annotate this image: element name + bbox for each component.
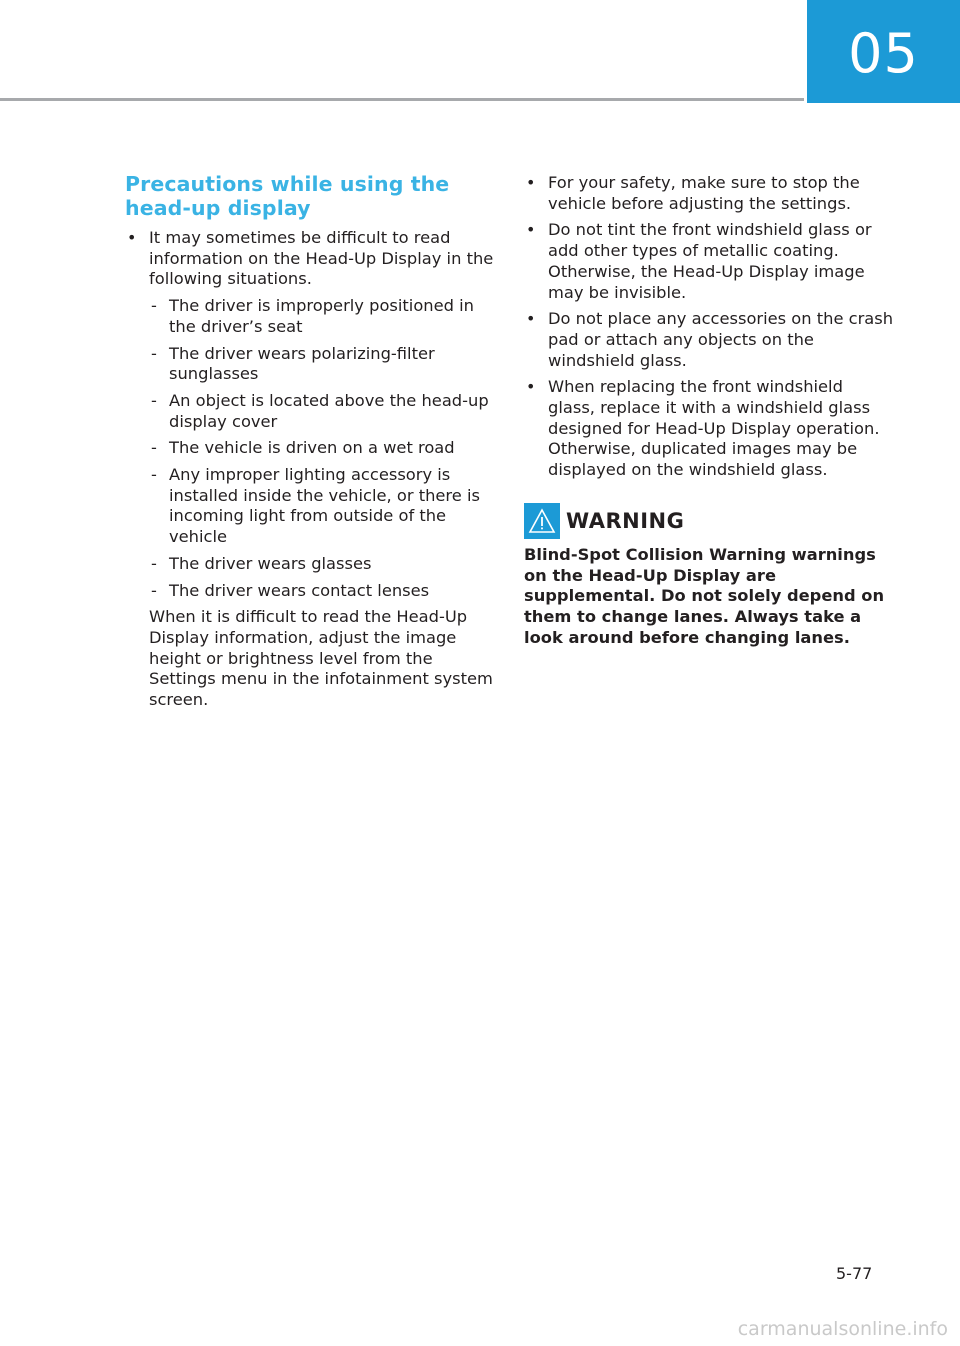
situation-list bbox=[149, 296, 495, 601]
situation-text: The vehicle is driven on a wet road bbox=[169, 438, 455, 458]
page-number: 5-77 bbox=[836, 1264, 873, 1283]
bullet-list bbox=[125, 228, 495, 711]
list-item bbox=[524, 220, 894, 303]
list-item bbox=[524, 309, 894, 371]
situation-text: The driver wears contact lenses bbox=[169, 580, 430, 600]
list-item bbox=[149, 465, 495, 548]
warning-triangle-icon bbox=[524, 503, 560, 539]
header-rule bbox=[0, 98, 804, 101]
situation-text: Any improper lighting accessory is installed inside the vehicle, or there is incoming light from outside of the vehicle bbox=[169, 465, 480, 547]
situation-text: The driver is improperly positioned in the driver’s seat bbox=[169, 296, 474, 336]
list-item bbox=[149, 554, 495, 575]
dash-icon: - bbox=[151, 343, 157, 363]
bullet-icon: • bbox=[526, 173, 536, 192]
bullet-text: Do not tint the front windshield glass or add other types of metallic coating. Otherwise, the Head-Up Display image may be invisible. bbox=[548, 220, 872, 302]
bullet-text: Do not place any accessories on the crash pad or attach any objects on the windshield glass. bbox=[548, 309, 894, 370]
list-item bbox=[149, 344, 495, 385]
list-item bbox=[149, 438, 495, 459]
closing-paragraph: When it is difficult to read the Head-Up Display information, adjust the image height or brightness level from the Settings menu in the infotainment system screen. bbox=[149, 607, 493, 710]
bullet-icon: • bbox=[526, 377, 536, 397]
situation-text: The driver wears glasses bbox=[169, 553, 372, 573]
right-column bbox=[524, 173, 894, 648]
bullet-icon: • bbox=[127, 228, 137, 247]
chapter-tab bbox=[807, 0, 960, 103]
dash-icon: - bbox=[151, 465, 157, 485]
bullet-icon: • bbox=[526, 220, 536, 240]
watermark: carmanualsonline.info bbox=[737, 1318, 948, 1340]
bullet-icon: • bbox=[526, 309, 536, 329]
situation-text: An object is located above the head-up display cover bbox=[169, 390, 489, 431]
dash-icon: - bbox=[151, 296, 157, 316]
list-item bbox=[149, 391, 495, 432]
dash-icon: - bbox=[151, 553, 157, 573]
situation-text: The driver wears polarizing-filter sunglasses bbox=[169, 343, 435, 384]
list-item bbox=[149, 581, 495, 602]
bullet-list bbox=[524, 173, 894, 481]
list-item bbox=[125, 228, 495, 711]
dash-icon: - bbox=[151, 438, 157, 458]
warning-title: WARNING bbox=[566, 508, 685, 533]
dash-icon: - bbox=[151, 580, 157, 600]
bullet-text: When replacing the front windshield glass, replace it with a windshield glass designed for Head-Up Display operation. Otherwise, duplicated images may be displayed on the windshield glass. bbox=[548, 377, 880, 480]
chapter-number: 05 bbox=[848, 22, 919, 85]
list-item bbox=[524, 173, 894, 214]
bullet-text: It may sometimes be difficult to read information on the Head-Up Display in the following situations. bbox=[149, 228, 494, 289]
list-item bbox=[524, 377, 894, 481]
dash-icon: - bbox=[151, 390, 157, 410]
warning-text: Blind-Spot Collision Warning warnings on the Head-Up Display are supplemental. Do not solely depend on them to change lanes. Always take a look around before changing lanes. bbox=[524, 544, 885, 647]
section-title: Precautions while using the head-up display bbox=[125, 172, 450, 220]
warning-header bbox=[524, 503, 894, 539]
left-column bbox=[125, 172, 495, 717]
list-item bbox=[149, 296, 495, 337]
bullet-text: For your safety, make sure to stop the vehicle before adjusting the settings. bbox=[548, 173, 860, 213]
